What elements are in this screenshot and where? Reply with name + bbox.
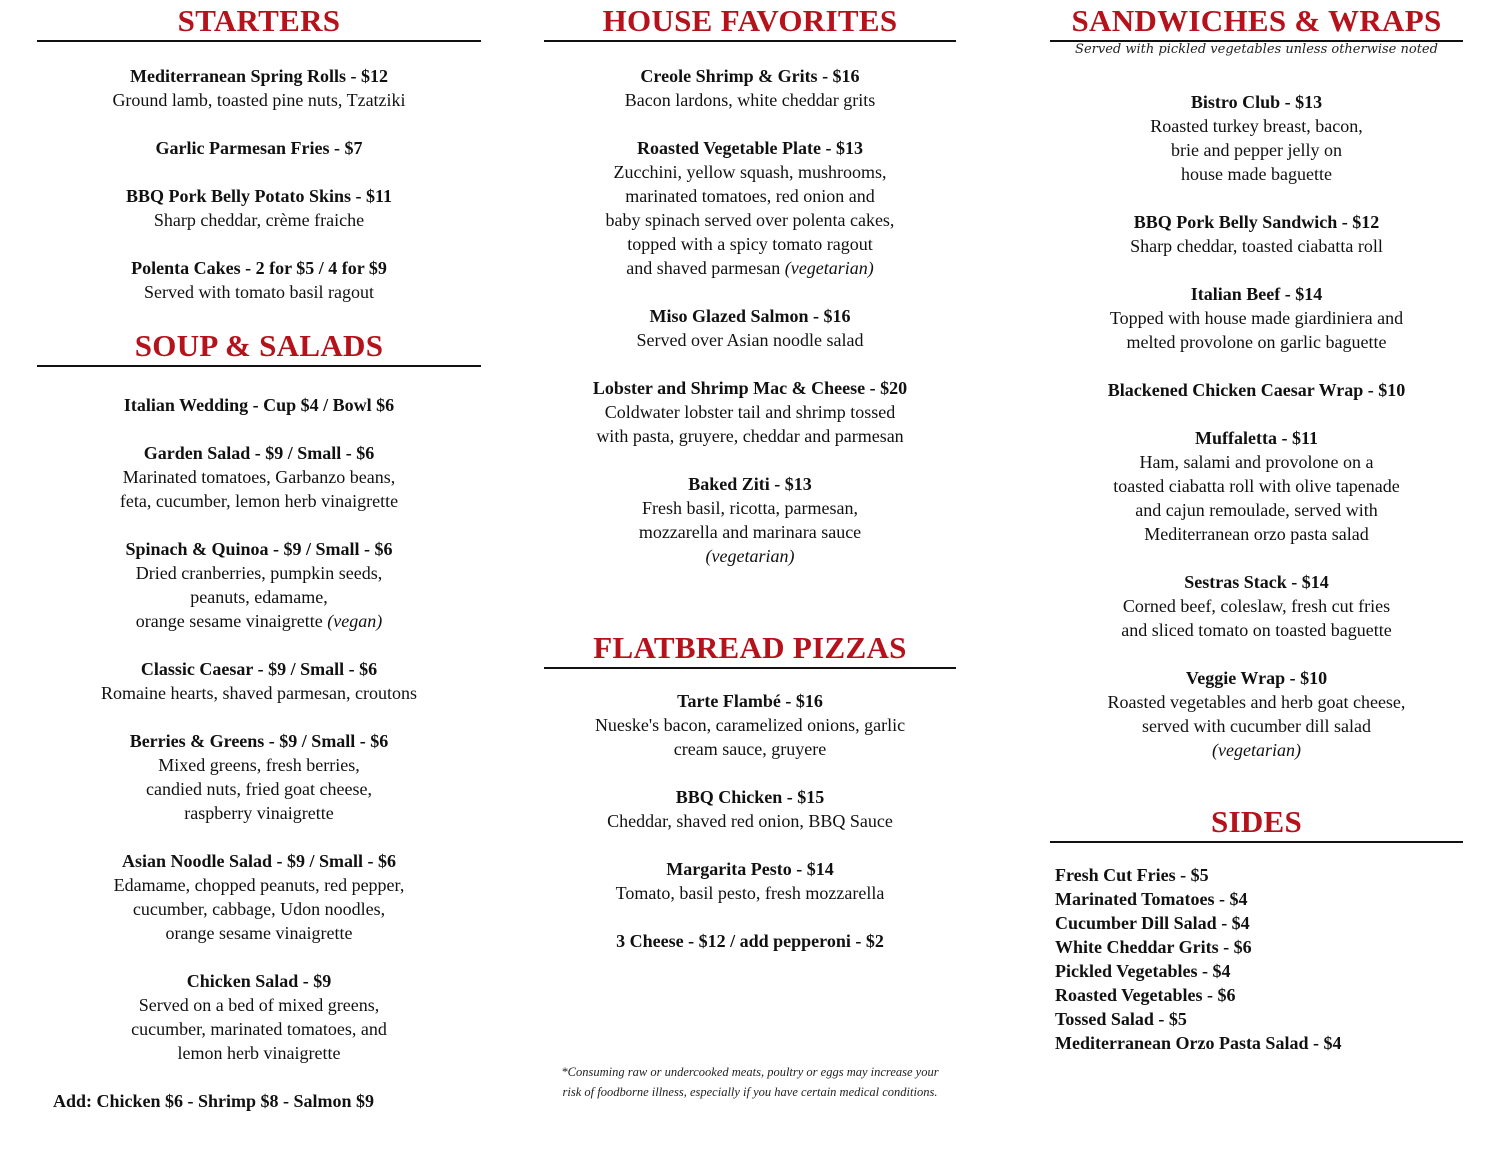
menu-item-description-text: Tomato, basil pesto, fresh mozzarella bbox=[615, 883, 885, 903]
menu-item bbox=[1050, 426, 1463, 546]
soups-list bbox=[37, 393, 481, 1065]
menu-item-description-text: Topped with house made giardiniera and melted provolone on garlic baguette bbox=[1109, 308, 1404, 352]
menu-item-name: Margarita Pesto - $14 bbox=[666, 859, 834, 879]
menu-item bbox=[1050, 210, 1463, 258]
menu-item bbox=[37, 441, 481, 513]
menu-item-name: Classic Caesar - $9 / Small - $6 bbox=[140, 659, 378, 679]
menu-item-name: Chicken Salad - $9 bbox=[186, 971, 332, 991]
section-title-starters: STARTERS bbox=[177, 3, 341, 38]
menu-item bbox=[37, 64, 481, 112]
menu-item-description bbox=[1050, 690, 1463, 762]
section-title-house-favorites: HOUSE FAVORITES bbox=[602, 3, 898, 38]
menu-item bbox=[37, 256, 481, 304]
house-list bbox=[544, 64, 956, 568]
menu-item-description bbox=[37, 561, 481, 633]
side-item: Fresh Cut Fries - $5 bbox=[1055, 865, 1209, 885]
menu-item-name: Baked Ziti - $13 bbox=[688, 474, 812, 494]
menu-item-description bbox=[544, 496, 956, 568]
dietary-tag: (vegan) bbox=[327, 611, 383, 631]
menu-item bbox=[37, 393, 481, 417]
menu-item-description-text: Served on a bed of mixed greens, cucumber, marinated tomatoes, and lemon herb vinaigrette bbox=[131, 995, 387, 1063]
menu-item-description-text: Ham, salami and provolone on a toasted ciabatta roll with olive tapenade and cajun remoulade, served with Mediterranean orzo pasta salad bbox=[1113, 452, 1400, 544]
menu-item-description bbox=[37, 753, 481, 825]
menu-item-name: Muffaletta - $11 bbox=[1195, 428, 1318, 448]
menu-item-description bbox=[544, 88, 956, 112]
menu-item-name: Asian Noodle Salad - $9 / Small - $6 bbox=[121, 851, 397, 871]
menu-item-description-text: Marinated tomatoes, Garbanzo beans, feta, cucumber, lemon herb vinaigrette bbox=[119, 467, 399, 511]
starters-list bbox=[37, 64, 481, 304]
side-item: Roasted Vegetables - $6 bbox=[1055, 985, 1236, 1005]
menu-item-description-text: Roasted vegetables and herb goat cheese, served with cucumber dill salad bbox=[1107, 692, 1406, 736]
menu-item-name: Spinach & Quinoa - $9 / Small - $6 bbox=[125, 539, 393, 559]
menu-item-description bbox=[37, 681, 481, 705]
section-title-sides: SIDES bbox=[1210, 804, 1303, 839]
menu-item-description bbox=[544, 713, 956, 761]
menu-item-name: Mediterranean Spring Rolls - $12 bbox=[130, 66, 388, 86]
menu-item bbox=[1050, 90, 1463, 186]
menu-item bbox=[37, 537, 481, 633]
side-item: Cucumber Dill Salad - $4 bbox=[1055, 913, 1250, 933]
menu-item-description-text: Zucchini, yellow squash, mushrooms, marinated tomatoes, red onion and baby spinach served over polenta cakes, topped with a spicy tomato ragout and shaved parmesan bbox=[605, 162, 895, 278]
menu-item bbox=[544, 929, 956, 953]
sandwiches-list bbox=[1050, 90, 1463, 762]
menu-item-name: Creole Shrimp & Grits - $16 bbox=[640, 66, 860, 86]
menu-item-description-text: Romaine hearts, shaved parmesan, croutons bbox=[101, 683, 417, 703]
menu-item-description-text: Sharp cheddar, toasted ciabatta roll bbox=[1130, 236, 1383, 256]
menu-item bbox=[544, 304, 956, 352]
dietary-tag: (vegetarian) bbox=[1212, 740, 1301, 760]
side-item: Marinated Tomatoes - $4 bbox=[1055, 889, 1248, 909]
menu-item bbox=[37, 184, 481, 232]
menu-item-description bbox=[544, 881, 956, 905]
menu-item-name: Blackened Chicken Caesar Wrap - $10 bbox=[1107, 380, 1406, 400]
section-title-flatbread-pizzas: FLATBREAD PIZZAS bbox=[593, 630, 907, 665]
menu-item bbox=[1050, 378, 1463, 402]
menu-item-description-text: Ground lamb, toasted pine nuts, Tzatziki bbox=[112, 90, 406, 110]
menu-item bbox=[37, 969, 481, 1065]
menu-item bbox=[544, 64, 956, 112]
menu-item-description-text: Coldwater lobster tail and shrimp tossed with pasta, gruyere, cheddar and parmesan bbox=[596, 402, 904, 446]
menu-item-description bbox=[37, 88, 481, 112]
menu-item-name: BBQ Pork Belly Potato Skins - $11 bbox=[125, 186, 393, 206]
menu-item-description bbox=[37, 873, 481, 945]
menu-item-description-text: Served over Asian noodle salad bbox=[636, 330, 864, 350]
menu-item bbox=[544, 857, 956, 905]
menu-item-description bbox=[1050, 234, 1463, 258]
menu-item-description-text: Cheddar, shaved red onion, BBQ Sauce bbox=[607, 811, 893, 831]
side-item: Pickled Vegetables - $4 bbox=[1055, 961, 1231, 981]
menu-item-description-text: Mixed greens, fresh berries, candied nuts, fried goat cheese, raspberry vinaigrette bbox=[146, 755, 372, 823]
menu-item-description-text: Fresh basil, ricotta, parmesan, mozzarella and marinara sauce bbox=[638, 498, 862, 542]
menu-item-name: Berries & Greens - $9 / Small - $6 bbox=[129, 731, 389, 751]
side-item: Tossed Salad - $5 bbox=[1055, 1009, 1187, 1029]
menu-item-description-text: Roasted turkey breast, bacon, brie and pepper jelly on house made baguette bbox=[1150, 116, 1363, 184]
menu-item-description-text: Served with tomato basil ragout bbox=[144, 282, 374, 302]
menu-item bbox=[37, 136, 481, 160]
menu-item-name: 3 Cheese - $12 / add pepperoni - $2 bbox=[616, 931, 884, 951]
menu-item bbox=[544, 785, 956, 833]
menu-item-description-text: Dried cranberries, pumpkin seeds, peanuts, edamame, orange sesame vinaigrette bbox=[135, 563, 383, 631]
menu-item-name: Veggie Wrap - $10 bbox=[1185, 668, 1328, 688]
sandwiches-note: Served with pickled vegetables unless otherwise noted bbox=[1075, 42, 1438, 57]
menu-item bbox=[37, 729, 481, 825]
menu-item-description-text: Sharp cheddar, crème fraiche bbox=[153, 210, 365, 230]
menu-item-description bbox=[37, 993, 481, 1065]
menu-item-name: Bistro Club - $13 bbox=[1190, 92, 1323, 112]
menu-item bbox=[37, 849, 481, 945]
menu-item bbox=[544, 472, 956, 568]
menu-item-name: Garlic Parmesan Fries - $7 bbox=[155, 138, 363, 158]
add-protein-line: Add: Chicken $6 - Shrimp $8 - Salmon $9 bbox=[53, 1091, 375, 1111]
menu-item-description-text: Bacon lardons, white cheddar grits bbox=[624, 90, 876, 110]
menu-item-description-text: Nueske's bacon, caramelized onions, garlic cream sauce, gruyere bbox=[594, 715, 906, 759]
menu-item-description-text: Corned beef, coleslaw, fresh cut fries and sliced tomato on toasted baguette bbox=[1121, 596, 1392, 640]
menu-item-name: Italian Wedding - Cup $4 / Bowl $6 bbox=[123, 395, 395, 415]
dietary-tag: (vegetarian) bbox=[784, 258, 874, 278]
side-item: White Cheddar Grits - $6 bbox=[1055, 937, 1252, 957]
menu-item-name: Italian Beef - $14 bbox=[1190, 284, 1323, 304]
side-item: Mediterranean Orzo Pasta Salad - $4 bbox=[1055, 1033, 1342, 1053]
menu-item bbox=[1050, 666, 1463, 762]
section-title-sandwiches-wraps: SANDWICHES & WRAPS bbox=[1071, 3, 1442, 38]
menu-item bbox=[544, 689, 956, 761]
menu-item-description bbox=[1050, 306, 1463, 354]
menu-item bbox=[37, 657, 481, 705]
menu-item-name: Miso Glazed Salmon - $16 bbox=[649, 306, 851, 326]
menu-item-description bbox=[544, 160, 956, 280]
menu-item-name: Polenta Cakes - 2 for $5 / 4 for $9 bbox=[131, 258, 387, 278]
menu-item-description bbox=[1050, 114, 1463, 186]
menu-item-name: Sestras Stack - $14 bbox=[1184, 572, 1329, 592]
menu-item-description-text: Edamame, chopped peanuts, red pepper, cucumber, cabbage, Udon noodles, orange sesame vinaigrette bbox=[113, 875, 405, 943]
menu-item-description bbox=[37, 465, 481, 513]
dietary-tag: (vegetarian) bbox=[705, 546, 795, 566]
sides-list bbox=[1050, 863, 1463, 1055]
menu-item-name: Lobster and Shrimp Mac & Cheese - $20 bbox=[592, 378, 908, 398]
menu-item-name: Garden Salad - $9 / Small - $6 bbox=[143, 443, 375, 463]
flatbread-list bbox=[544, 689, 956, 953]
menu-item bbox=[1050, 570, 1463, 642]
column-middle bbox=[544, 0, 956, 977]
menu-item-name: Roasted Vegetable Plate - $13 bbox=[637, 138, 863, 158]
column-right bbox=[1050, 0, 1463, 1055]
menu-item bbox=[544, 376, 956, 448]
menu-item-description bbox=[544, 400, 956, 448]
menu-item-description bbox=[544, 809, 956, 833]
menu-item-description bbox=[1050, 450, 1463, 546]
column-left bbox=[37, 0, 481, 1113]
menu-item bbox=[1050, 282, 1463, 354]
menu-item bbox=[544, 136, 956, 280]
menu-item-description bbox=[37, 280, 481, 304]
food-safety-disclaimer: *Consuming raw or undercooked meats, poultry or eggs may increase your risk of foodborne illness, especially if you have certain medical conditions. bbox=[561, 1065, 939, 1099]
section-title-soup-salads: SOUP & SALADS bbox=[134, 328, 384, 363]
menu-item-description bbox=[37, 208, 481, 232]
menu-item-description bbox=[1050, 594, 1463, 642]
menu-item-name: BBQ Pork Belly Sandwich - $12 bbox=[1133, 212, 1380, 232]
menu-item-description bbox=[544, 328, 956, 352]
menu-item-name: Tarte Flambé - $16 bbox=[677, 691, 823, 711]
menu-item-name: BBQ Chicken - $15 bbox=[675, 787, 825, 807]
